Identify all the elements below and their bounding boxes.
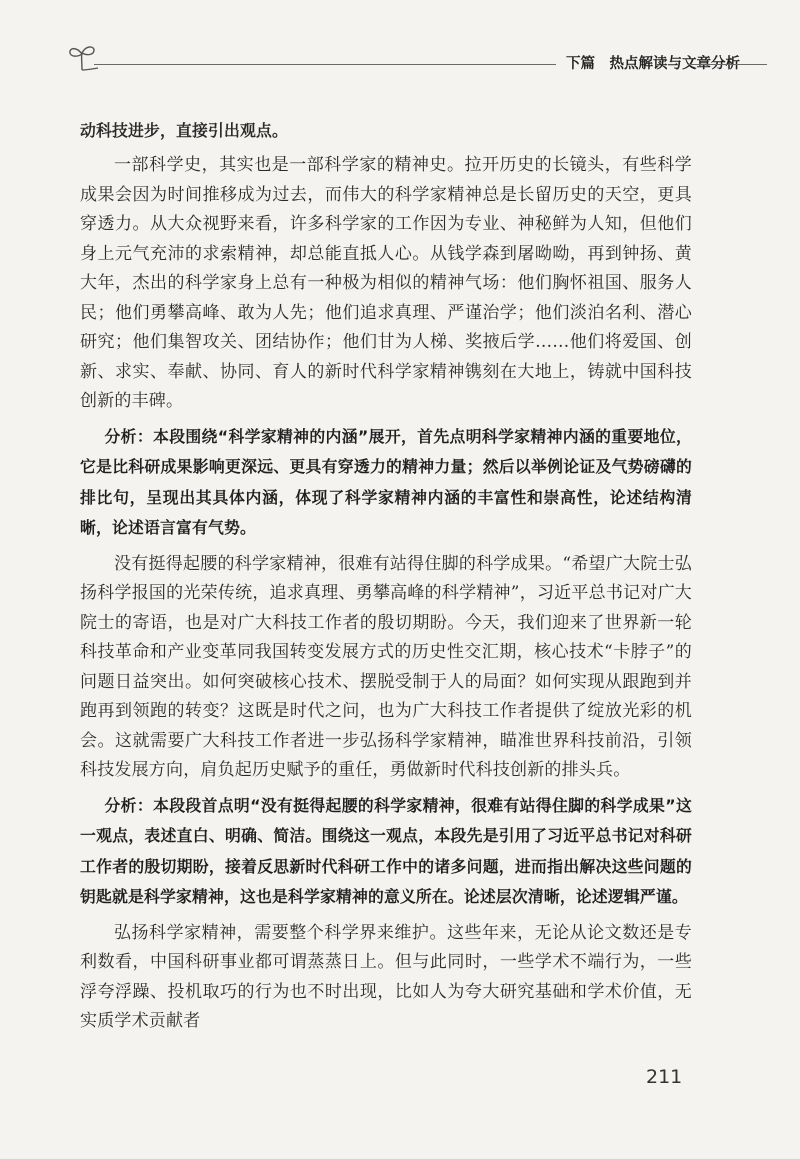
paragraph-body: 弘扬科学家精神，需要整个科学界来维护。这些年来，无论从论文数还是专利数看，中国科研事业都可谓蒸蒸日上。但与此同时，一些学术不端行为，一些浮夸浮躁、投机取巧的行为也不时出现，比如人为夸大研究基础和学术价值，无实质学术贡献者 bbox=[80, 922, 692, 1031]
paragraph-body: 一部科学史，其实也是一部科学家的精神史。拉开历史的长镜头，有些科学成果会因为时间推移成为过去，而伟大的科学家精神总是长留历史的天空，更具穿透力。从大众视野来看，许多科学家的工作因为专业、神秘鲜为人知，但他们身上元气充沛的求索精神，却总能直抵人心。从钱学森到屠呦呦，再到钟扬、黄大年，杰出的科学家身上总有一种极为相似的精神气场：他们胸怀祖国、服务人民；他们勇攀高峰、敢为人先；他们追求真理、严谨治学；他们淡泊名利、潜心研究；他们集智攻关、团结协作；他们甘为人梯、奖掖后学……他们将爱国、创新、求实、奉献、协同、育人的新时代科学家精神镌刻在大地上，铸就中国科技创新的丰碑。 bbox=[80, 155, 692, 411]
header-rule-right bbox=[688, 64, 767, 65]
paragraph-analysis: 分析：本段段首点明“没有挺得起腰的科学家精神，很难有站得住脚的科学成果”这一观点，表述直白、明确、简洁。围绕这一观点，本段先是引用了习近平总书记对科研工作者的殷切期盼，接着反思新时代科研工作中的诸多问题，进而指出解决这些问题的钥匙就是科学家精神，这也是科学家精神的意义所在。论述层次清晰，论述逻辑严谨。 bbox=[80, 795, 692, 906]
paragraph-analysis: 分析：本段围绕“科学家精神的内涵”展开，首先点明科学家精神内涵的重要地位，它是比科研成果影响更深远、更具有穿透力的精神力量；然后以举例论证及气势磅礴的排比句，呈现出其具体内涵，体现了科学家精神内涵的丰富性和崇高性，论述结构清晰，论述语言富有气势。 bbox=[80, 426, 692, 537]
paragraph-body: 没有挺得起腰的科学家精神，很难有站得住脚的科学成果。“希望广大院士弘扬科学报国的光荣传统，追求真理、勇攀高峰的科学精神”，习近平总书记对广大院士的寄语，也是对广大科技工作者的殷切期盼。今天，我们迎来了世界新一轮科技革命和产业变革同我国转变发展方式的历史性交汇期，核心技术“卡脖子”的问题日益突出。如何突破核心技术、摆脱受制于人的局面？如何实现从跟跑到并跑再到领跑的转变？这既是时代之问，也为广大科技工作者提供了绽放光彩的机会。这就需要广大科技工作者进一步弘扬科学家精神，瞄准世界科技前沿，引领科技发展方向，肩负起历史赋予的重任，勇做新时代科技创新的排头兵。 bbox=[80, 553, 692, 780]
header-title: 下篇 热点解读与文章分析 bbox=[566, 56, 740, 72]
sprout-icon bbox=[68, 42, 98, 72]
running-header bbox=[62, 40, 767, 80]
header-rule-left bbox=[94, 64, 556, 65]
paragraph-continued: 动科技进步，直接引出观点。 bbox=[80, 121, 288, 140]
page-number: 211 bbox=[646, 1066, 683, 1088]
page-body bbox=[80, 116, 692, 1037]
